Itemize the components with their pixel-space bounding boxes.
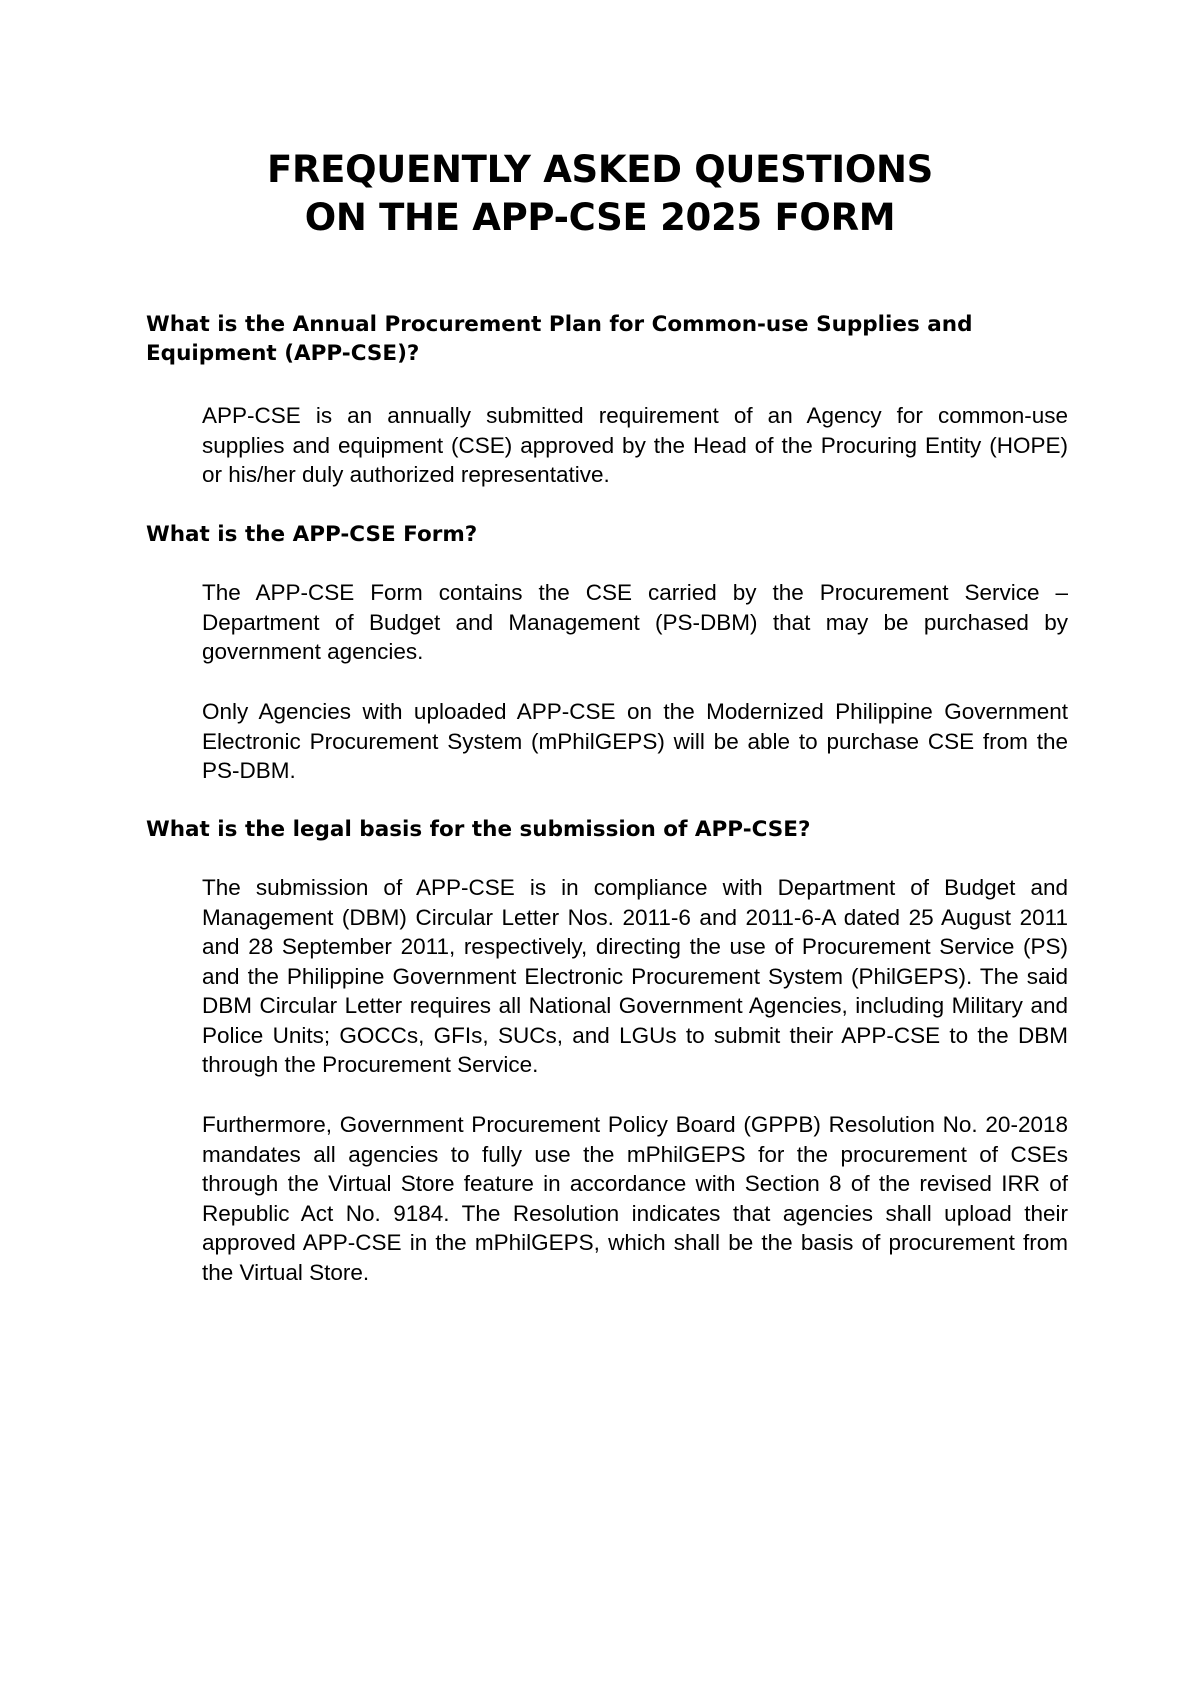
- faq-question-3: What is the legal basis for the submission of APP-CSE?: [146, 817, 811, 842]
- document-title: [0, 146, 1200, 242]
- faq-answer-3-paragraph-2: Furthermore, Government Procurement Policy Board (GPPB) Resolution No. 20-2018 mandates all agencies to fully use the mPhilGEPS for the procurement of CSEs through the Virtual Store feature in accordance with Section 8 of the revised IRR of Republic Act No. 9184. The Resolution indicates that agencies shall upload their approved APP-CSE in the mPhilGEPS, which shall be the basis of procurement from the Virtual Store.: [202, 1112, 1068, 1285]
- faq-answer-2-paragraph-1: The APP-CSE Form contains the CSE carried by the Procurement Service – Department of Budget and Management (PS-DBM) that may be purchased by government agencies.: [202, 580, 1068, 664]
- title-line-2: ON THE APP-CSE 2025 FORM: [304, 196, 896, 239]
- faq-question-1: What is the Annual Procurement Plan for Common-use Supplies and Equipment (APP-CSE)?: [146, 312, 973, 366]
- faq-question-2: What is the APP-CSE Form?: [146, 522, 478, 547]
- title-line-1: FREQUENTLY ASKED QUESTIONS: [266, 148, 934, 191]
- faq-answer-3-paragraph-1: The submission of APP-CSE is in compliance with Department of Budget and Management (DBM) Circular Letter Nos. 2011-6 and 2011-6-A dated 25 August 2011 and 28 September 2011, respectively, directing the use of Procurement Service (PS) and the Philippine Government Electronic Procurement System (PhilGEPS). The said DBM Circular Letter requires all National Government Agencies, including Military and Police Units; GOCCs, GFIs, SUCs, and LGUs to submit their APP-CSE to the DBM through the Procurement Service.: [202, 875, 1068, 1077]
- faq-answer-1-paragraph-1: APP-CSE is an annually submitted requirement of an Agency for common-use supplies and equipment (CSE) approved by the Head of the Procuring Entity (HOPE) or his/her duly authorized representative.: [202, 403, 1068, 487]
- faq-answer-2-paragraph-2: Only Agencies with uploaded APP-CSE on the Modernized Philippine Government Electronic Procurement System (mPhilGEPS) will be able to purchase CSE from the PS-DBM.: [202, 699, 1068, 783]
